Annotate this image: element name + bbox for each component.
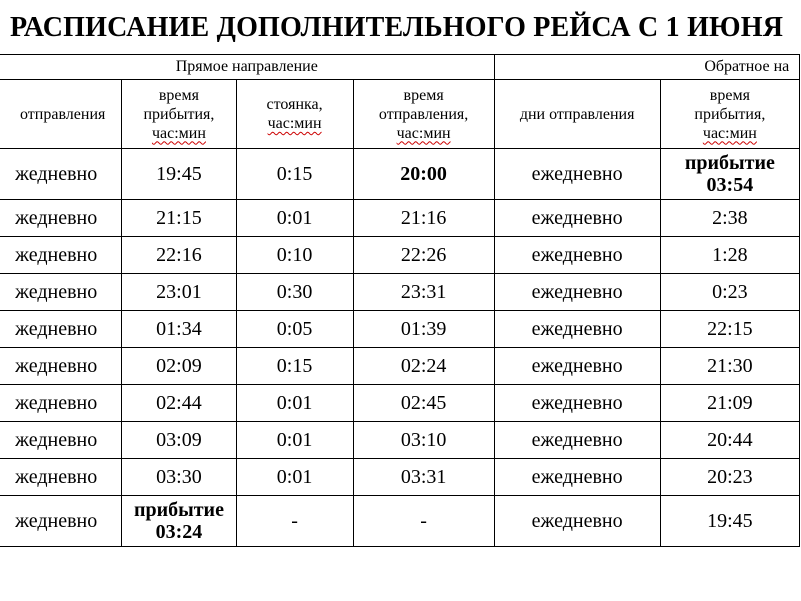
stop-time-cell: 0:10 [236,237,353,274]
stop-time-cell: 0:15 [236,348,353,385]
departure-time-cell: 22:26 [353,237,494,274]
return-departure-days-header: дни отправления [494,80,660,149]
return-time-cell: 2:38 [660,200,799,237]
stop-time-cell: 0:30 [236,274,353,311]
departure-day-cell: жедневно [0,200,122,237]
table-row [0,459,800,496]
arrival-time-cell: 21:15 [122,200,236,237]
return-day-cell: ежедневно [494,311,660,348]
table-row [0,348,800,385]
arrival-time-cell: 03:30 [122,459,236,496]
departure-day-cell: жедневно [0,496,122,547]
departure-time-cell: 01:39 [353,311,494,348]
return-time-cell: 0:23 [660,274,799,311]
return-time-cell: 20:44 [660,422,799,459]
return-time-cell: 21:09 [660,385,799,422]
return-day-cell: ежедневно [494,200,660,237]
table-row [0,200,800,237]
departure-day-cell: жедневно [0,459,122,496]
return-time-cell: 19:45 [660,496,799,547]
return-time-cell: 22:15 [660,311,799,348]
return-time-cell: 21:30 [660,348,799,385]
arrival-time-cell: прибытие 03:24 [122,496,236,547]
column-header-row [0,80,800,149]
departure-day-cell: жедневно [0,311,122,348]
departure-day-cell: жедневно [0,274,122,311]
return-arrival-time-header: время прибытия, час:мин [660,80,799,149]
forward-direction-header: Прямое направление [0,55,494,80]
stop-time-cell: 0:05 [236,311,353,348]
departure-day-cell: жедневно [0,422,122,459]
return-time-cell: 1:28 [660,237,799,274]
return-time-cell: прибытие 03:54 [660,149,799,200]
departure-time-cell: 20:00 [353,149,494,200]
stop-time-cell: 0:01 [236,459,353,496]
table-row [0,237,800,274]
return-day-cell: ежедневно [494,459,660,496]
departure-time-cell: - [353,496,494,547]
stop-time-header: стоянка, час:мин [236,80,353,149]
arrival-time-cell: 01:34 [122,311,236,348]
departure-time-cell: 03:10 [353,422,494,459]
table-row [0,422,800,459]
departure-day-cell: жедневно [0,237,122,274]
departure-time-cell: 23:31 [353,274,494,311]
arrival-time-cell: 19:45 [122,149,236,200]
return-day-cell: ежедневно [494,149,660,200]
return-time-cell: 20:23 [660,459,799,496]
schedule-table [0,54,800,547]
return-day-cell: ежедневно [494,348,660,385]
departure-time-header: время отправления, час:мин [353,80,494,149]
table-row [0,496,800,547]
return-day-cell: ежедневно [494,422,660,459]
return-direction-header: Обратное на [494,55,799,80]
arrival-time-cell: 23:01 [122,274,236,311]
table-row [0,311,800,348]
departure-days-header: отправления [0,80,122,149]
arrival-time-cell: 02:09 [122,348,236,385]
departure-time-cell: 03:31 [353,459,494,496]
stop-time-cell: 0:01 [236,200,353,237]
departure-day-cell: жедневно [0,348,122,385]
table-row [0,149,800,200]
stop-time-cell: - [236,496,353,547]
departure-time-cell: 02:24 [353,348,494,385]
stop-time-cell: 0:15 [236,149,353,200]
arrival-time-cell: 03:09 [122,422,236,459]
return-day-cell: ежедневно [494,237,660,274]
stop-time-cell: 0:01 [236,385,353,422]
departure-day-cell: жедневно [0,385,122,422]
direction-header-row [0,55,800,80]
departure-time-cell: 02:45 [353,385,494,422]
arrival-time-cell: 02:44 [122,385,236,422]
arrival-time-header: время прибытия, час:мин [122,80,236,149]
table-row [0,274,800,311]
return-day-cell: ежедневно [494,274,660,311]
return-day-cell: ежедневно [494,496,660,547]
return-day-cell: ежедневно [494,385,660,422]
stop-time-cell: 0:01 [236,422,353,459]
arrival-time-cell: 22:16 [122,237,236,274]
table-row [0,385,800,422]
departure-time-cell: 21:16 [353,200,494,237]
page-title: РАСПИСАНИЕ ДОПОЛНИТЕЛЬНОГО РЕЙСА С 1 ИЮНЯ [10,12,784,43]
departure-day-cell: жедневно [0,149,122,200]
